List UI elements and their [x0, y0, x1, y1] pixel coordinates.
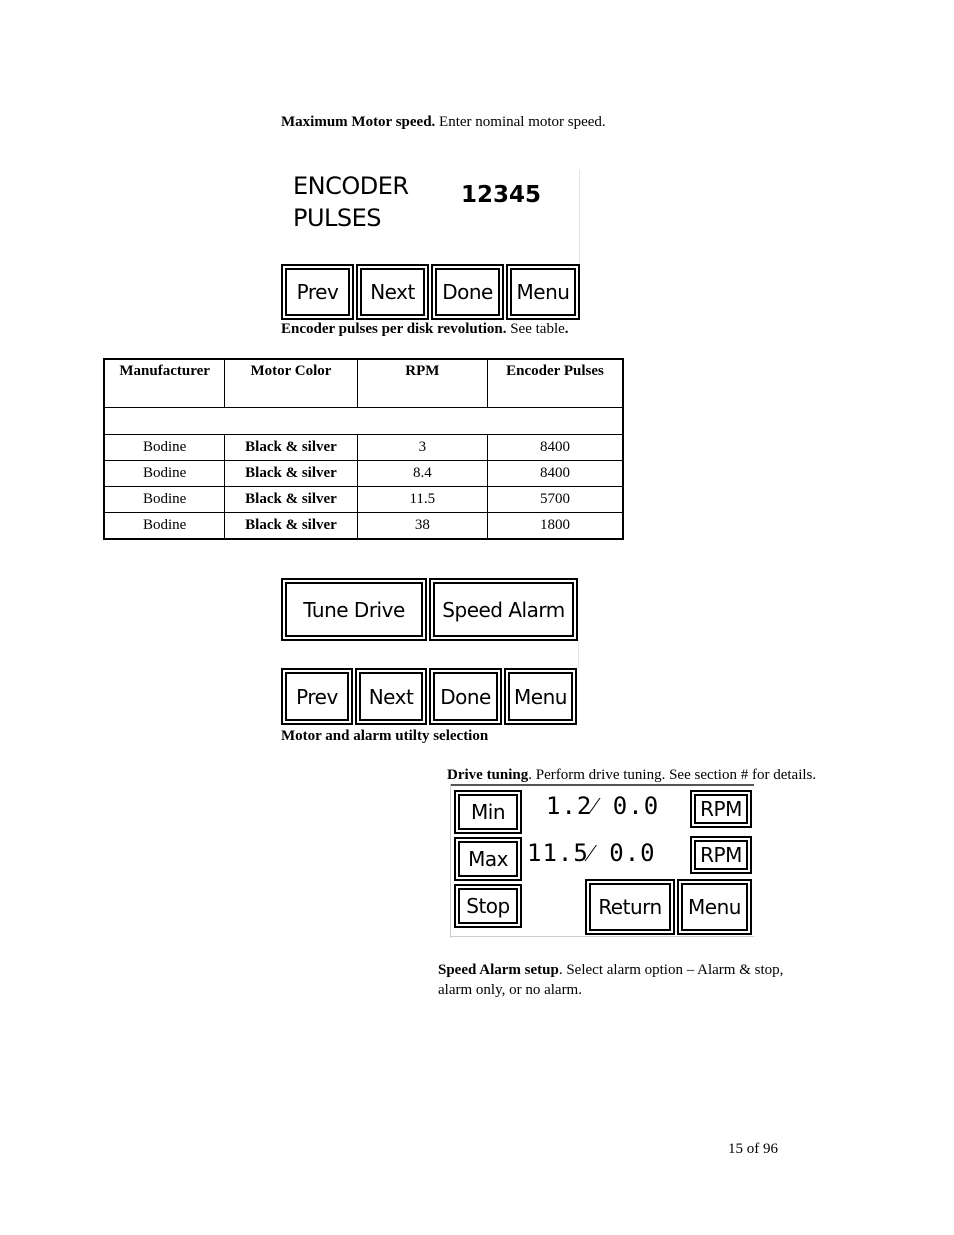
- tuning-screen: [450, 784, 754, 938]
- table-blank-row: [104, 408, 623, 435]
- rpm-unit-button-2[interactable]: RPM: [690, 836, 752, 874]
- next-button[interactable]: Next: [356, 264, 429, 320]
- table-row: Bodine Black & silver 3 8400: [104, 435, 623, 461]
- header-motor-color: Motor Color: [225, 359, 357, 408]
- header-manufacturer: Manufacturer: [104, 359, 225, 408]
- stop-button[interactable]: Stop: [454, 884, 522, 928]
- encoder-screen: [281, 170, 580, 320]
- table-row: Bodine Black & silver 38 1800: [104, 513, 623, 540]
- table-header: [104, 359, 623, 408]
- utility-caption: Motor and alarm utilty selection: [281, 728, 489, 744]
- alarm-caption-line2: alarm only, or no alarm.: [438, 982, 582, 998]
- page-number: 15 of 96: [728, 1141, 778, 1157]
- rpm-unit-button-1[interactable]: RPM: [690, 790, 752, 828]
- table-row: Bodine Black & silver 8.4 8400: [104, 461, 623, 487]
- next-button[interactable]: Next: [355, 668, 427, 725]
- table-row: Bodine Black & silver 11.5 5700: [104, 487, 623, 513]
- encoder-value: 12345: [461, 182, 542, 208]
- tuning-caption: Drive tuning. Perform drive tuning. See section # for details.: [447, 767, 817, 783]
- prev-button[interactable]: Prev: [281, 668, 353, 725]
- menu-button[interactable]: Menu: [506, 264, 580, 320]
- tune-drive-button[interactable]: Tune Drive: [281, 578, 427, 641]
- prev-button[interactable]: Prev: [281, 264, 354, 320]
- speed-alarm-button[interactable]: Speed Alarm: [429, 578, 578, 641]
- encoder-label-line2: PULSES: [293, 204, 382, 232]
- max-speed-readout: 11.5⁄ 0.0: [527, 839, 656, 867]
- encoder-caption: Encoder pulses per disk revolution. See table.: [281, 321, 569, 337]
- intro-bold: Maximum Motor speed.: [281, 114, 436, 130]
- max-button[interactable]: Max: [454, 837, 522, 881]
- motor-table: [103, 358, 624, 540]
- return-button[interactable]: Return: [585, 879, 675, 935]
- header-encoder-pulses: Encoder Pulses: [488, 359, 623, 408]
- menu-button[interactable]: Menu: [677, 879, 752, 935]
- encoder-label-line1: ENCODER: [293, 172, 409, 200]
- menu-button[interactable]: Menu: [504, 668, 577, 725]
- intro-paragraph: [281, 112, 606, 132]
- utility-screen: [281, 578, 579, 726]
- header-rpm: RPM: [357, 359, 487, 408]
- done-button[interactable]: Done: [429, 668, 502, 725]
- min-button[interactable]: Min: [454, 790, 522, 834]
- intro-text: Enter nominal motor speed.: [435, 114, 606, 130]
- min-speed-readout: 1.2⁄ 0.0: [546, 792, 660, 820]
- alarm-caption-line1: Speed Alarm setup. Select alarm option – Alarm & stop,: [438, 962, 784, 978]
- done-button[interactable]: Done: [431, 264, 504, 320]
